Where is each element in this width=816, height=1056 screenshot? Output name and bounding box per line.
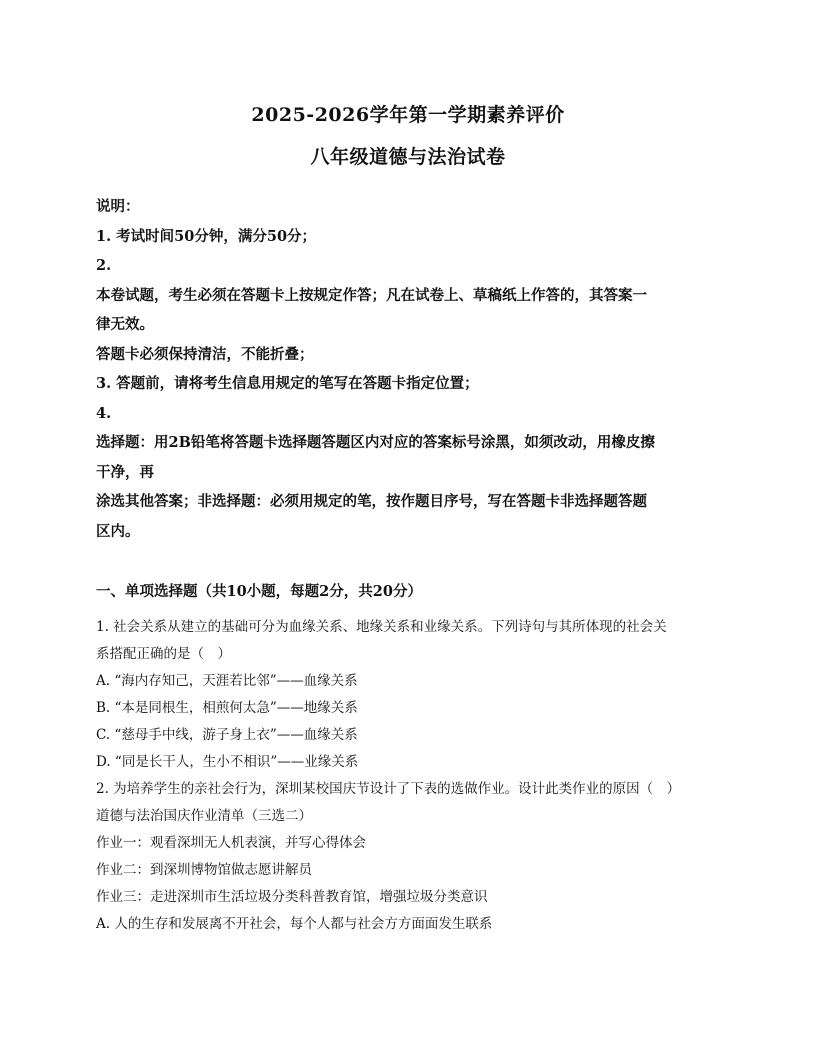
- question-1-option-a: A. “海内存知己，天涯若比邻”——血缘关系: [96, 673, 358, 689]
- exam-title-line1: 2025-2026学年第一学期素养评价: [251, 104, 565, 126]
- instruction-line: 3. 答题前，请将考生信息用规定的笔写在答题卡指定位置；: [96, 375, 479, 392]
- question-2-task: 作业一：观看深圳无人机表演，并写心得体会: [96, 835, 366, 851]
- instruction-line: 区内。: [96, 522, 140, 540]
- question-2-table-title: 道德与法治国庆作业清单（三选二）: [96, 808, 312, 824]
- instructions-block: [96, 192, 720, 546]
- question-2-option-a: A. 人的生存和发展离不开社会，每个人都与社会方方面面发生联系: [96, 916, 493, 932]
- question-1-stem: 1. 社会关系从建立的基础可分为血缘关系、地缘关系和业缘关系。下列诗句与其所体现的社会关: [96, 619, 667, 635]
- instruction-line: 律无效。: [96, 316, 154, 333]
- instruction-line: 干净，再: [96, 463, 154, 481]
- instructions-label: 说明：: [96, 198, 140, 215]
- instruction-line: 选择题：用2B铅笔将答题卡选择题答题区内对应的答案标号涂黑，如须改动，用橡皮擦: [96, 434, 655, 451]
- instruction-line: 2.: [96, 257, 112, 274]
- instruction-line: 1. 考试时间50分钟，满分50分；: [96, 227, 317, 245]
- instruction-line: 本卷试题，考生必须在答题卡上按规定作答；凡在试卷上、草稿纸上作答的，其答案一: [96, 286, 647, 304]
- question-1-option-c: C. “慈母手中线，游子身上衣”——血缘关系: [96, 727, 358, 743]
- question-1-option-d: D. “同是长干人，生小不相识”——业缘关系: [96, 754, 359, 770]
- exam-title-line2: 八年级道德与法治试卷: [310, 146, 506, 168]
- section-heading: 一、单项选择题（共10小题，每题2分，共20分）: [96, 583, 422, 600]
- question-2-task: 作业三：走进深圳市生活垃圾分类科普教育馆，增强垃圾分类意识: [96, 889, 488, 905]
- question-2-task: 作业二：到深圳博物馆做志愿讲解员: [96, 862, 312, 878]
- questions-block: [96, 614, 720, 938]
- instruction-line: 答题卡必须保持清洁，不能折叠；: [96, 345, 314, 363]
- question-1-option-b: B. “本是同根生，相煎何太急”——地缘关系: [96, 700, 358, 716]
- question-2-stem: 2. 为培养学生的亲社会行为，深圳某校国庆节设计了下表的选做作业。设计此类作业的原因（ ）: [96, 781, 681, 797]
- instruction-line: 4.: [96, 404, 112, 422]
- instruction-line: 涂选其他答案；非选择题：必须用规定的笔，按作题目序号，写在答题卡非选择题答题: [96, 493, 647, 510]
- question-1-stem-cont: 系搭配正确的是（ ）: [96, 646, 231, 662]
